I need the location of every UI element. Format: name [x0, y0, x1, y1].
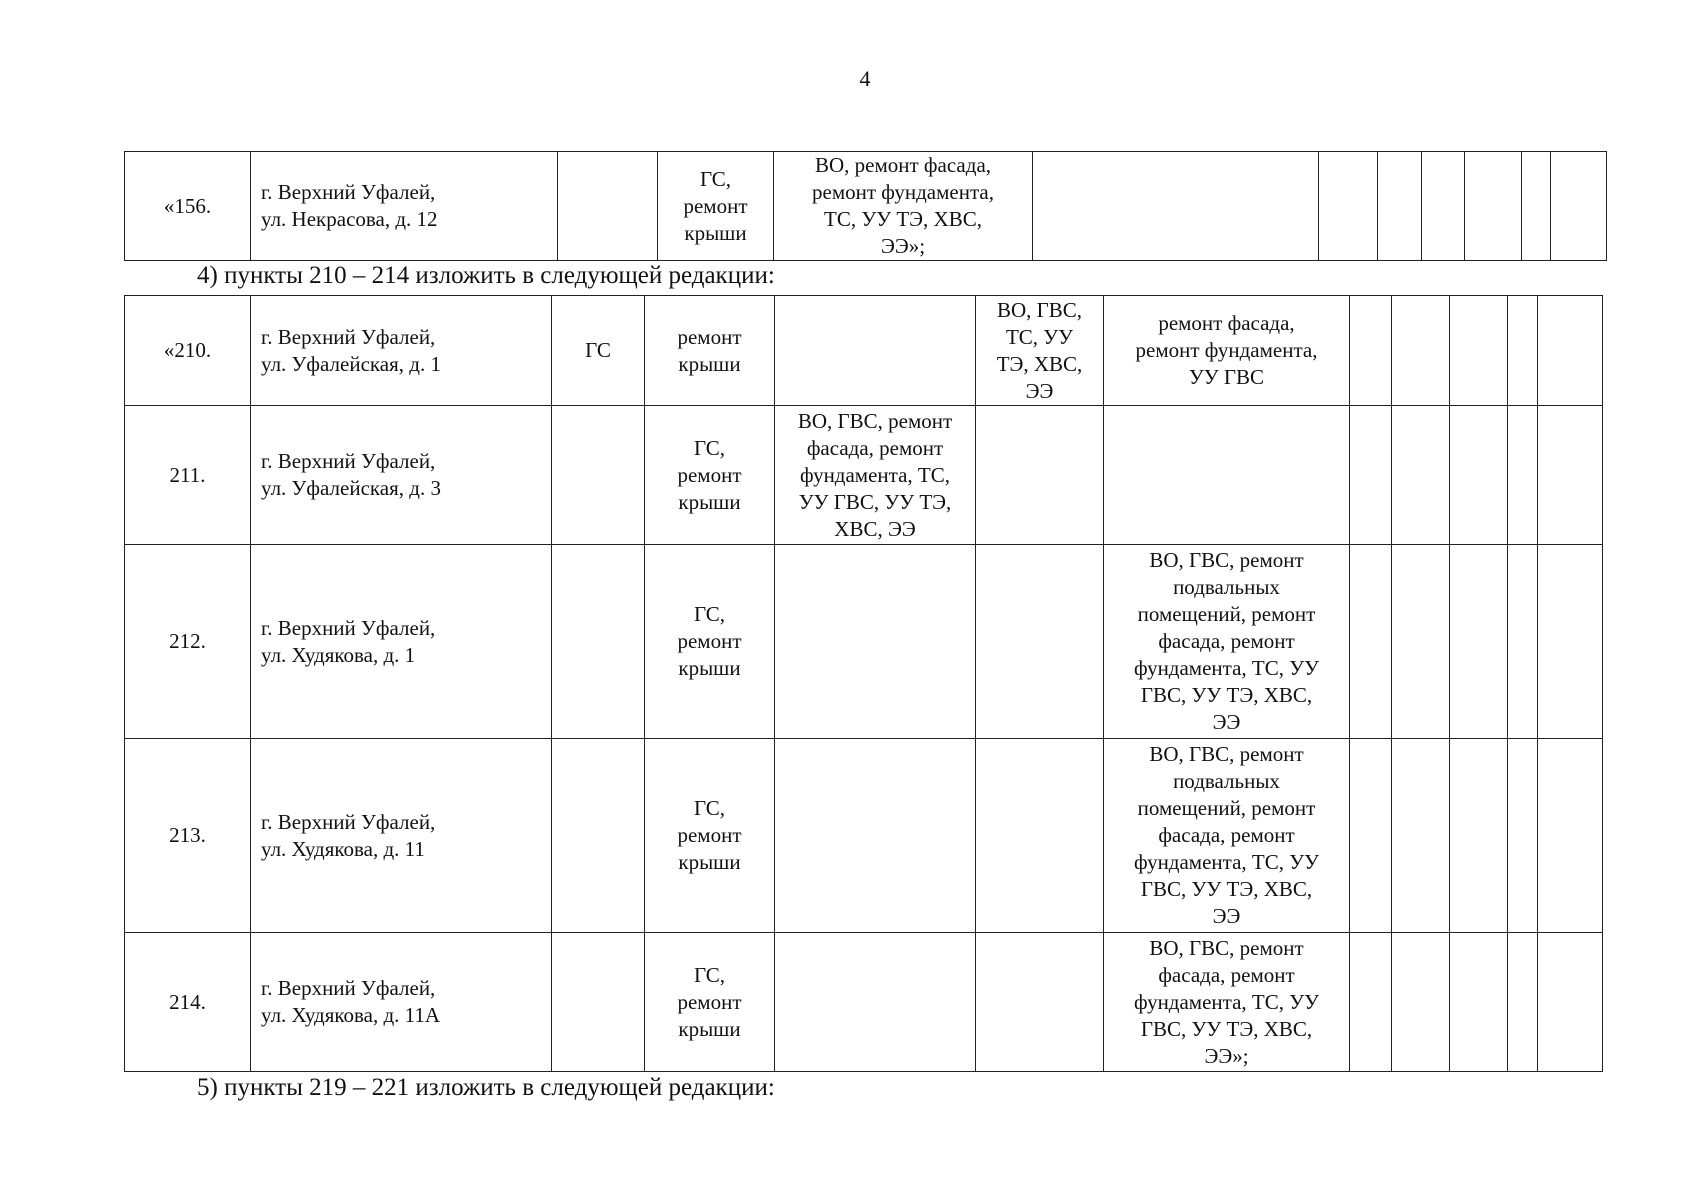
empty-cell	[552, 933, 645, 1072]
empty-cell	[1538, 296, 1603, 406]
paragraph-5: 5) пункты 219 – 221 изложить в следующей редакции:	[197, 1074, 775, 1101]
empty-cell	[1538, 739, 1603, 933]
empty-cell	[775, 545, 976, 739]
empty-cell	[1508, 933, 1538, 1072]
empty-cell	[1450, 545, 1508, 739]
table-item-156	[124, 151, 1607, 261]
address-cell: г. Верхний Уфалей, ул. Уфалейская, д. 1	[251, 296, 552, 406]
empty-cell	[1422, 152, 1465, 261]
work-list-cell: ВО, ГВС, ремонт подвальных помещений, ремонт фасада, ремонт фундамента, ТС, УУ ГВС, УУ ТЭ, ХВС, ЭЭ	[1104, 545, 1350, 739]
empty-cell	[1450, 739, 1508, 933]
empty-cell	[1538, 933, 1603, 1072]
table-row	[125, 296, 1603, 406]
empty-cell	[775, 739, 976, 933]
empty-cell	[1350, 933, 1392, 1072]
table-row	[125, 545, 1603, 739]
empty-cell	[1033, 152, 1319, 261]
empty-cell	[1392, 296, 1450, 406]
empty-cell	[552, 545, 645, 739]
empty-cell	[1508, 739, 1538, 933]
work-type-cell: ГС, ремонт крыши	[645, 545, 775, 739]
empty-cell	[1104, 406, 1350, 545]
empty-cell	[1350, 545, 1392, 739]
empty-cell	[1465, 152, 1522, 261]
work-list-cell: ВО, ГВС, ремонт фасада, ремонт фундамента, ТС, УУ ГВС, УУ ТЭ, ХВС, ЭЭ	[775, 406, 976, 545]
empty-cell	[1450, 406, 1508, 545]
work-type-cell: ГС, ремонт крыши	[645, 933, 775, 1072]
empty-cell	[1392, 739, 1450, 933]
empty-cell	[1508, 296, 1538, 406]
empty-cell	[1350, 406, 1392, 545]
empty-cell	[552, 406, 645, 545]
row-number: 212.	[125, 545, 251, 739]
address-cell: г. Верхний Уфалей, ул. Некрасова, д. 12	[251, 152, 558, 261]
address-cell: г. Верхний Уфалей, ул. Худякова, д. 11А	[251, 933, 552, 1072]
work-list-cell: ремонт фасада, ремонт фундамента, УУ ГВС	[1104, 296, 1350, 406]
empty-cell	[1508, 545, 1538, 739]
row-number: «210.	[125, 296, 251, 406]
empty-cell	[1508, 406, 1538, 545]
address-cell: г. Верхний Уфалей, ул. Худякова, д. 1	[251, 545, 552, 739]
work-list-cell: ВО, ГВС, ТС, УУ ТЭ, ХВС, ЭЭ	[976, 296, 1104, 406]
empty-cell	[775, 296, 976, 406]
empty-cell	[976, 933, 1104, 1072]
table-row	[125, 739, 1603, 933]
empty-cell	[775, 933, 976, 1072]
work-list-cell: ВО, ГВС, ремонт подвальных помещений, ремонт фасада, ремонт фундамента, ТС, УУ ГВС, УУ ТЭ, ХВС, ЭЭ	[1104, 739, 1350, 933]
table-row	[125, 152, 1607, 261]
table-items-210-214	[124, 295, 1603, 1072]
row-number: «156.	[125, 152, 251, 261]
empty-cell	[1392, 545, 1450, 739]
empty-cell	[1350, 296, 1392, 406]
empty-cell	[1450, 296, 1508, 406]
empty-cell	[1551, 152, 1607, 261]
empty-cell	[1522, 152, 1551, 261]
type-cell: ГС	[552, 296, 645, 406]
empty-cell	[1538, 545, 1603, 739]
work-type-cell: ГС, ремонт крыши	[645, 739, 775, 933]
empty-cell	[1350, 739, 1392, 933]
work-type-cell: ГС, ремонт крыши	[645, 406, 775, 545]
empty-cell	[1378, 152, 1422, 261]
address-cell: г. Верхний Уфалей, ул. Худякова, д. 11	[251, 739, 552, 933]
page-number: 4	[859, 66, 871, 91]
empty-cell	[558, 152, 658, 261]
empty-cell	[1450, 933, 1508, 1072]
row-number: 213.	[125, 739, 251, 933]
table-row	[125, 933, 1603, 1072]
paragraph-4: 4) пункты 210 – 214 изложить в следующей редакции:	[197, 262, 775, 289]
empty-cell	[1392, 933, 1450, 1072]
work-type-cell: ГС, ремонт крыши	[658, 152, 774, 261]
empty-cell	[1538, 406, 1603, 545]
table-row	[125, 406, 1603, 545]
empty-cell	[976, 739, 1104, 933]
empty-cell	[1319, 152, 1378, 261]
empty-cell	[552, 739, 645, 933]
row-number: 211.	[125, 406, 251, 545]
empty-cell	[976, 406, 1104, 545]
empty-cell	[976, 545, 1104, 739]
address-cell: г. Верхний Уфалей, ул. Уфалейская, д. 3	[251, 406, 552, 545]
work-list-cell: ВО, ремонт фасада, ремонт фундамента, ТС, УУ ТЭ, ХВС, ЭЭ»;	[774, 152, 1033, 261]
row-number: 214.	[125, 933, 251, 1072]
empty-cell	[1392, 406, 1450, 545]
work-type-cell: ремонт крыши	[645, 296, 775, 406]
work-list-cell: ВО, ГВС, ремонт фасада, ремонт фундамента, ТС, УУ ГВС, УУ ТЭ, ХВС, ЭЭ»;	[1104, 933, 1350, 1072]
